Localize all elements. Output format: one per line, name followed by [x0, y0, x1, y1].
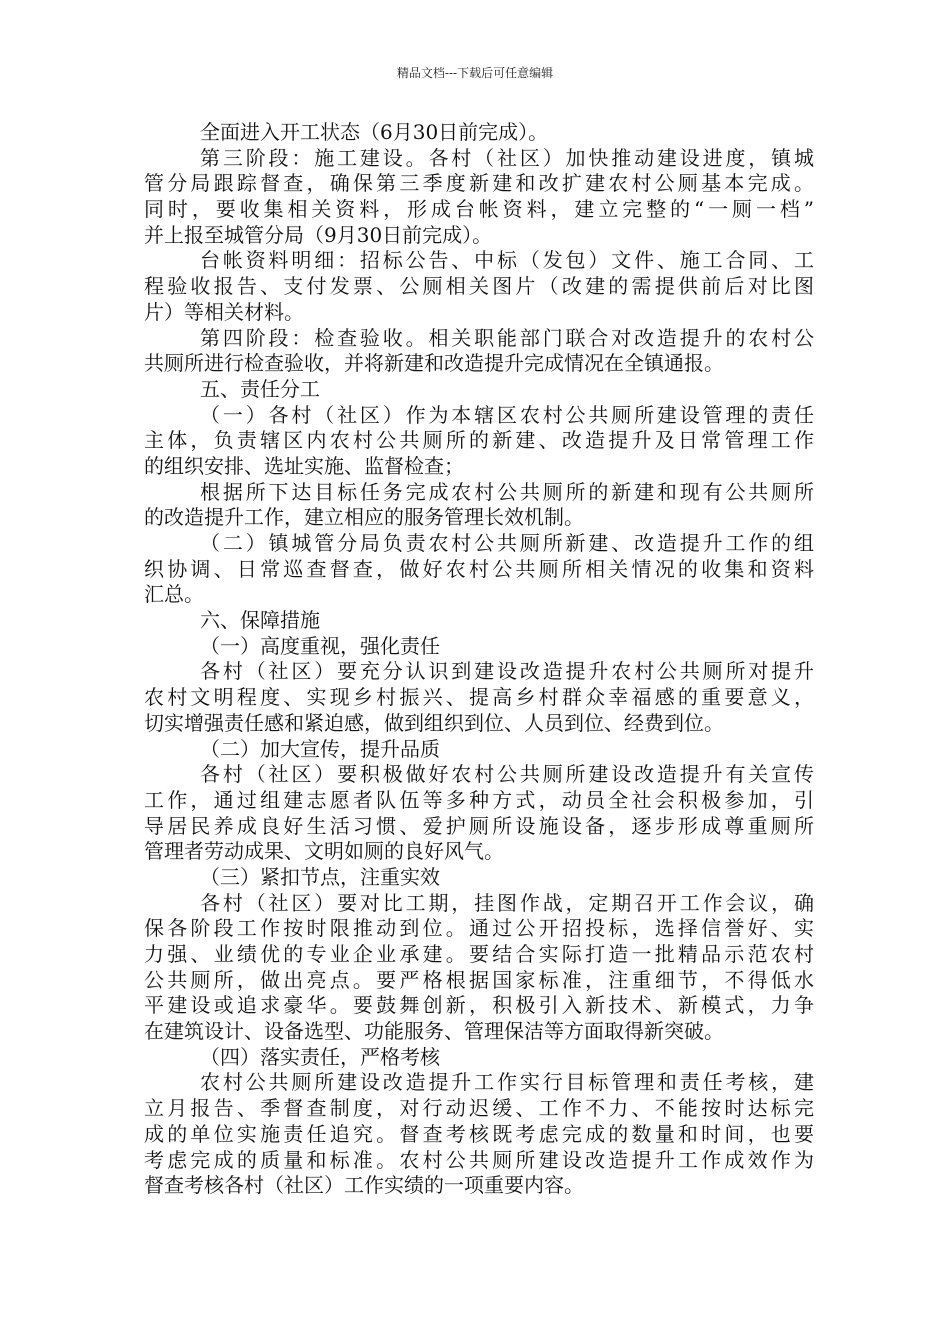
text-line: （一）高度重视，强化责任: [200, 633, 440, 658]
text-line: 平建设或追求豪华。要鼓舞创新，积极引入新技术、新模式，力争: [144, 993, 814, 1018]
text-line: 工作，通过组建志愿者队伍等多种方式，动员全社会积极参加，引: [144, 787, 814, 812]
text-line: 汇总。: [144, 582, 204, 607]
text-line: 农村公共厕所建设改造提升工作实行目标管理和责任考核，建: [200, 1070, 814, 1095]
text-line: 农村文明程度、实现乡村振兴、提高乡村群众幸福感的重要意义，: [144, 685, 814, 710]
text-line: 的组织安排、选址实施、监督检查；: [144, 453, 464, 478]
text-line: 五、责任分工: [200, 376, 320, 401]
text-line: 共厕所进行检查验收，并将新建和改造提升完成情况在全镇通报。: [144, 351, 724, 376]
text-line: 保各阶段工作按时限推动到位。通过公开招投标，选择信誉好、实: [144, 916, 814, 941]
text-line: 公共厕所，做出亮点。要严格根据国家标准，注重细节，不得低水: [144, 967, 814, 992]
text-line: 在建筑设计、设备选型、功能服务、管理保洁等方面取得新突破。: [144, 1019, 724, 1044]
text-line: （三）紧扣节点，注重实效: [200, 864, 440, 889]
text-line: 第四阶段：检查验收。相关职能部门联合对改造提升的农村公: [200, 325, 814, 350]
text-line: （二）镇城管分局负责农村公共厕所新建、改造提升工作的组: [200, 531, 814, 555]
text-line: 各村（社区）要对比工期，挂图作战，定期召开工作会议，确: [200, 890, 814, 915]
document-body: [144, 120, 814, 1199]
text-line: 各村（社区）要充分认识到建设改造提升农村公共厕所对提升: [200, 659, 814, 684]
text-line: 导居民养成良好生活习惯、爱护厕所设施设备，逐步形成尊重厕所: [144, 813, 814, 838]
text-line: 成的单位实施责任追究。督查考核既考虑完成的数量和时间，也要: [144, 1121, 814, 1146]
text-line: 管分局跟踪督查，确保第三季度新建和改扩建农村公厕基本完成。: [144, 171, 814, 196]
text-line: 立月报告、季督查制度，对行动迟缓、工作不力、不能按时达标完: [144, 1096, 814, 1121]
text-line: （四）落实责任，严格考核: [200, 1044, 440, 1069]
page-header: 精品文档---下载后可任意编辑: [396, 66, 554, 80]
text-line: 督查考核各村（社区）工作实绩的一项重要内容。: [144, 1173, 584, 1198]
text-line: 切实增强责任感和紧迫感，做到组织到位、人员到位、经费到位。: [144, 710, 724, 735]
text-line: 全面进入开工状态（6月30日前完成）。: [200, 120, 549, 144]
text-line: 主体，负责辖区内农村公共厕所的新建、改造提升及日常管理工作: [144, 428, 814, 453]
text-line: 织协调、日常巡查督查，做好农村公共厕所相关情况的收集和资料: [144, 556, 814, 581]
text-line: 根据所下达目标任务完成农村公共厕所的新建和现有公共厕所: [200, 479, 814, 504]
text-line: 管理者劳动成果、文明如厕的良好风气。: [144, 839, 504, 864]
text-line: （一）各村（社区）作为本辖区农村公共厕所建设管理的责任: [200, 402, 814, 427]
text-line: 各村（社区）要积极做好农村公共厕所建设改造提升有关宣传: [200, 762, 814, 787]
text-line: 的改造提升工作，建立相应的服务管理长效机制。: [144, 505, 584, 530]
text-line: 考虑完成的质量和标准。农村公共厕所建设改造提升工作成效作为: [144, 1147, 814, 1172]
text-line: 力强、业绩优的专业企业承建。要结合实际打造一批精品示范农村: [144, 942, 814, 966]
text-line: 并上报至城管分局（9月30日前完成）。: [144, 222, 493, 247]
text-line: 程验收报告、支付发票、公厕相关图片（改建的需提供前后对比图: [144, 274, 814, 299]
text-line: 台帐资料明细：招标公告、中标（发包）文件、施工合同、工: [200, 248, 814, 273]
text-line: 第三阶段：施工建设。各村（社区）加快推动建设进度，镇城: [200, 145, 814, 170]
text-line: 片）等相关材料。: [144, 299, 304, 324]
text-line: （二）加大宣传，提升品质: [200, 736, 440, 761]
text-line: 同时，要收集相关资料，形成台帐资料，建立完整的“一厕一档”: [144, 197, 814, 222]
text-line: 六、保障措施: [200, 608, 320, 633]
